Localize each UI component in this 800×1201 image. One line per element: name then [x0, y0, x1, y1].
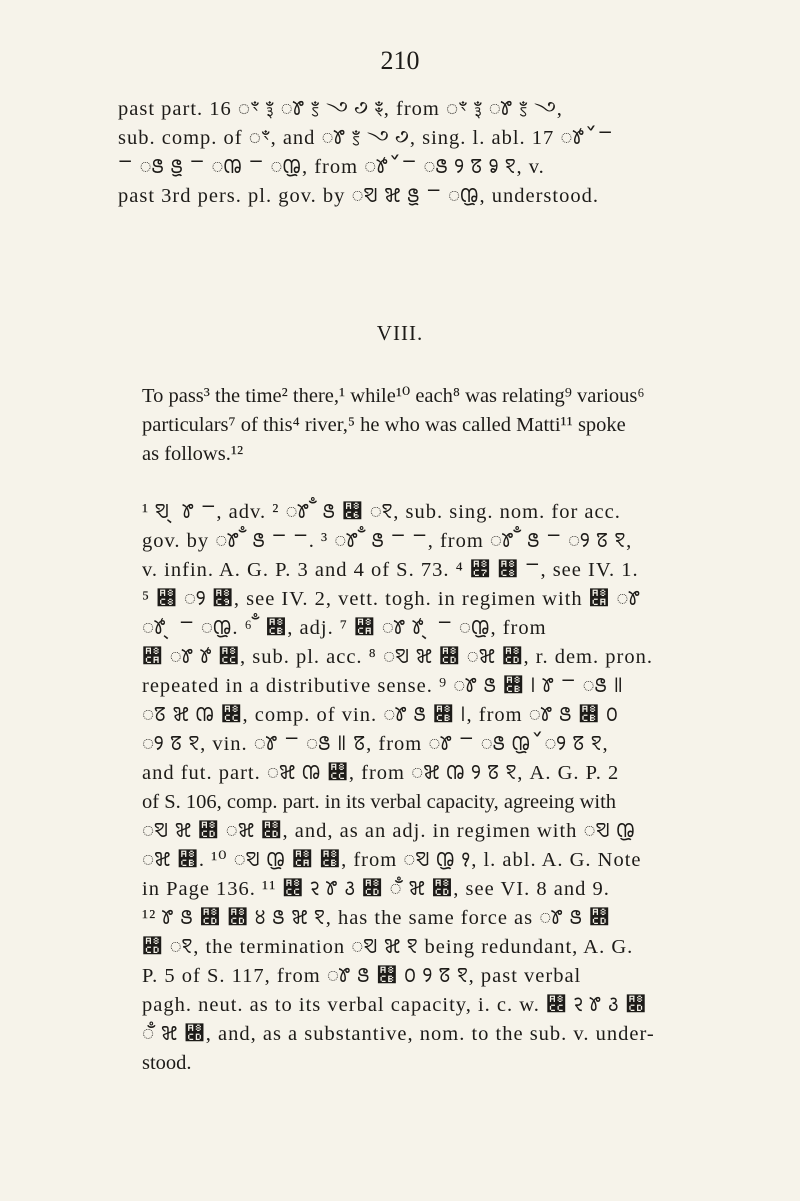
- notes-line-12: ꣂ ꣃ ꣍ ꣃ ꣍, and, as an adj. in regimen with ꣂ ꢽ: [142, 820, 636, 842]
- notes-line-4: ⁵ ꣈ ꢾ ꣉, see IV. 2, vett. togh. in regimen with ꣊ ꢸ: [142, 588, 642, 610]
- notes-line-6: ꣊ ꢸ ꢹ ꣌, sub. pl. acc. ⁸ ꣂ ꣃ ꣍ ꣃ ꣍, r. dem. pron.: [142, 646, 653, 668]
- section-heading: VIII.: [376, 321, 424, 345]
- notes-line-1: ¹ ꣂ ꣄ ꢸ ꣻ, adv. ² ꢸ ꣅ ꢺ ꣆ ꣁ, sub. sing. nom. for acc.: [142, 501, 621, 523]
- notes-line-3: v. infin. A. G. P. 3 and 4 of S. 73. ⁴ ꣇ ꣈ ꣻ, see IV. 1.: [142, 559, 639, 581]
- notes-line-2: gov. by ꢸ ꣅ ꢺ ꣻ ꣻ. ³ ꢸ ꣅ ꢺ ꣻ ꣻ, from ꢸ ꣅ ꢺ ꣻ ꢾ ꢿ ꣁ,: [142, 530, 633, 552]
- translation-line-3: as follows.¹²: [142, 443, 244, 465]
- notes-line-7: repeated in a distributive sense. ⁹ ꢸ ꢺ ꣋ ꣎ ꢸ ꣻ ꢺ ꣏: [142, 675, 625, 697]
- notes-line-14: in Page 136. ¹¹ ꣌ ꣒ ꢸ ꣓ ꣍ ꣅ ꣃ ꣍, see VI. 8 and 9.: [142, 878, 610, 900]
- notes-line-16: ꣍ ꣁ, the termination ꣂ ꣃ ꣁ being redundant, A. G.: [142, 936, 634, 958]
- notes-line-17: P. 5 of S. 117, from ꢸ ꢺ ꣋ ꣐ ꢾ ꢿ ꣁ, past verbal: [142, 965, 582, 987]
- grammar-notes: [118, 498, 730, 1078]
- notes-line-15: ¹² ꢸ ꢺ ꣍ ꣍ ꣔ ꢺ ꣃ ꣁ, has the same force as ꢸ ꢺ ꣍: [142, 907, 611, 929]
- notes-line-19: ꣅ ꣃ ꣍, and, as a substantive, nom. to the sub. v. under-: [142, 1023, 655, 1045]
- top-grammar-note: [118, 95, 730, 211]
- notes-line-5: ꢹ ꣄ ꣻ ꢽ. ⁶ ꣅ ꣋, adj. ⁷ ꣊ ꢸ ꢹ ꣄ ꣻ ꢽ, from: [142, 617, 547, 639]
- notes-line-20: stood.: [142, 1052, 192, 1074]
- top-note-line-3: ꣻ ꢺ ꢻ ꣻ ꢼ ꣻ ꢽ, from ꢹ ꣺ ꣻ ꢺ ꢾ ꢿ ꣀ ꣁ, v.: [118, 156, 545, 178]
- translation-line-1: To pass³ the time² there,¹ while¹⁰ each⁸ was relating⁹ various⁶: [142, 385, 645, 407]
- notes-line-8: ꢿ ꣃ ꢼ ꣌, comp. of vin. ꢸ ꢺ ꣋ ꣎, from ꢸ ꢺ ꣋ ꣐: [142, 704, 619, 726]
- notes-line-18: pagh. neut. as to its verbal capacity, i. c. w. ꣌ ꣒ ꢸ ꣓ ꣍: [142, 994, 647, 1016]
- translation-paragraph: [118, 382, 730, 469]
- top-note-line-2: sub. comp. of ◌ꣳ, and ꢸ ꣷ ꣼ ꣹, sing. l. abl. 17 ꢹ ꣺ ꣻ: [118, 127, 614, 149]
- page-number: 210: [380, 46, 420, 75]
- top-note-line-1: past part. 16 ◌ꣳ ꣶ ꢸ ꣷ ꣼ ꣹ ꣴ, from ◌ꣳ ꣶ ꢸ ꣷ ꣼,: [118, 98, 563, 120]
- notes-line-9: ꢾ ꢿ ꣁ, vin. ꢸ ꣻ ꢺ ꣏ ꢿ, from ꢸ ꣻ ꢺ ꢽ ꣺ ꢾ ꢿ ꣁ,: [142, 733, 609, 755]
- notes-line-10: and fut. part. ꣃ ꢼ ꣌, from ꣃ ꢼ ꢾ ꢿ ꣁ, A. G. P. 2: [142, 762, 620, 784]
- translation-line-2: particulars⁷ of this⁴ river,⁵ he who was called Matti¹¹ spoke: [142, 414, 626, 436]
- notes-line-11: of S. 106, comp. part. in its verbal capacity, agreeing with: [142, 791, 617, 813]
- notes-line-13: ꣃ ꣋. ¹⁰ ꣂ ꢽ ꣊ ꣋, from ꣂ ꢽ ꣑, l. abl. A. G. Note: [142, 849, 642, 871]
- top-note-line-4: past 3rd pers. pl. gov. by ꣂ ꣃ ꢻ ꣻ ꢽ, understood.: [118, 185, 599, 207]
